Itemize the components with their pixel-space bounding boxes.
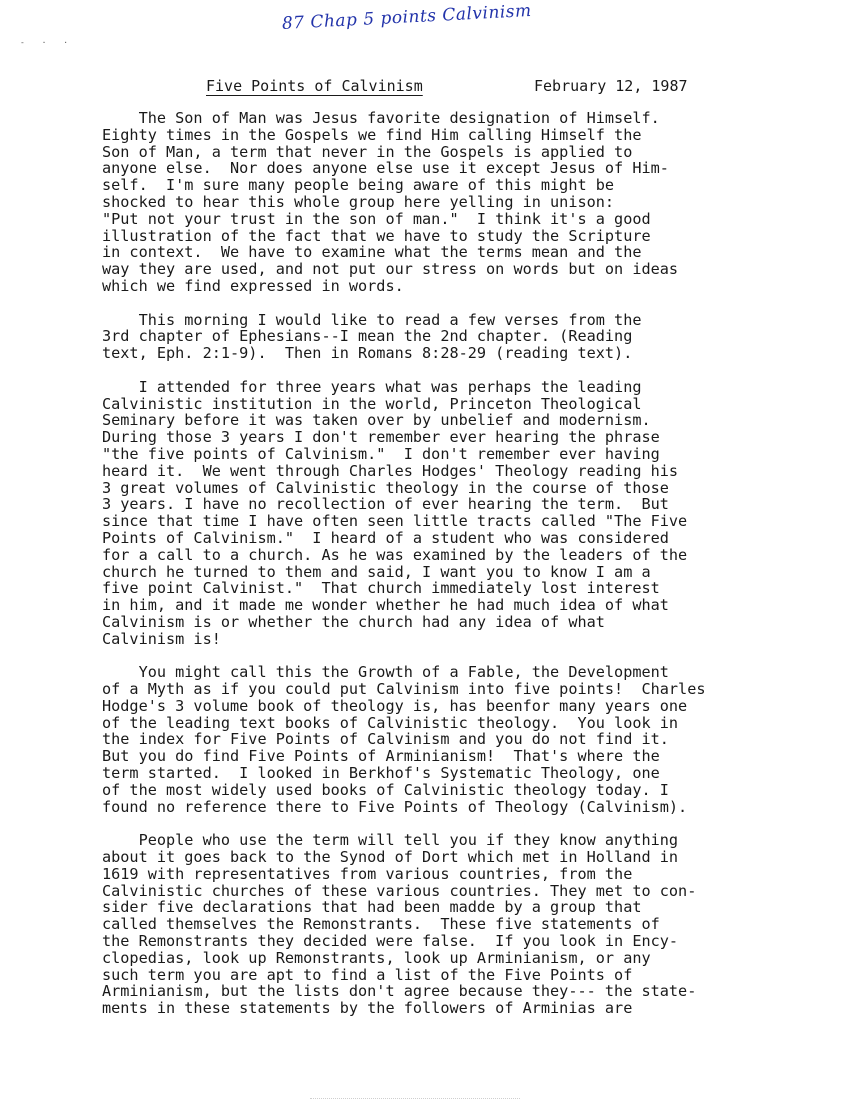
paragraph-princeton: I attended for three years what was perhaps the leading Calvinistic institution in the world, Princeton Theological Seminary before it was taken over by unbelief and modernism. During those 3 years I don't remember ever hearing the phrase "the five points of Calvinism." I don't remember ever having heard it. We went through Charles Hodges' Theology reading his 3 great volumes of Calvinistic theology in the course of those 3 years. I have no recollection of ever hearing the term. But since that time I have often seen little tracts called "The Five Points of Calvinism." I heard of a student who was considered for a call to a church. As he was examined by the leaders of the church he turned to them and said, I want you to know I am a five point Calvinist." That church immediately lost interest in him, and it made me wonder whether he had much idea of what Calvinism is or whether the church had any idea of what Calvinism is!: [102, 377, 688, 648]
handwritten-annotation: 87 Chap 5 points Calvinism: [281, 0, 533, 34]
document-date: February 12, 1987: [534, 77, 688, 95]
page-bottom-mark: [310, 1098, 520, 1099]
document-header: [202, 77, 762, 95]
paragraph-son-of-man: The Son of Man was Jesus favorite designation of Himself. Eighty times in the Gospels we find Him calling Himself the Son of Man, a term that never in the Gospels is applied to anyone else. Nor does anyone else use it except Jesus of Him- self. I'm sure many people being aware of this might be shocked to hear this whole group here yelling in unison: "Put not your trust in the son of man." I think it's a good illustration of the fact that we have to study the Scripture in context. We have to examine what the terms mean and the way they are used, and not put our stress on words but on ideas which we find expressed in words.: [102, 109, 679, 295]
paragraph-growth-of-fable: You might call this the Growth of a Fable, the Development of a Myth as if you could put Calvinism into five points! Charles Hodge's 3 volume book of theology is, has beenfor many years one of the leading text books of Calvinistic theology. You look in the index for Five Points of Calvinism and you do not find it. But you do find Five Points of Arminianism! That's where the term started. I looked in Berkhof's Systematic Theology, one of the most widely used books of Calvinistic theology today. I found no reference there to Five Points of Theology (Calvinism).: [102, 663, 706, 816]
document-title: Five Points of Calvinism: [206, 77, 423, 95]
paragraph-synod-of-dort: People who use the term will tell you if they know anything about it goes back to the Synod of Dort which met in Holland in 1619 with representatives from various countries, from the Calvinistic churches of these various countries. They met to con- sider five declarations that had been madde by a group that called themselves the Remonstrants. These five statements of the Remonstrants they decided were false. If you look in Ency- clopedias, look up Remonstrants, look up Arminianism, or any such term you are apt to find a list of the Five Points of Arminianism, but the lists don't agree because they--- the state- ments in these statements by the followers of Arminias are: [102, 831, 697, 1018]
scan-specks: - · ·: [20, 38, 75, 47]
paragraph-reading: This morning I would like to read a few verses from the 3rd chapter of Ephesians--I mean the 2nd chapter. (Reading text, Eph. 2:1-9). Then in Romans 8:28-29 (reading text).: [102, 310, 642, 363]
document-body: [102, 110, 802, 1034]
